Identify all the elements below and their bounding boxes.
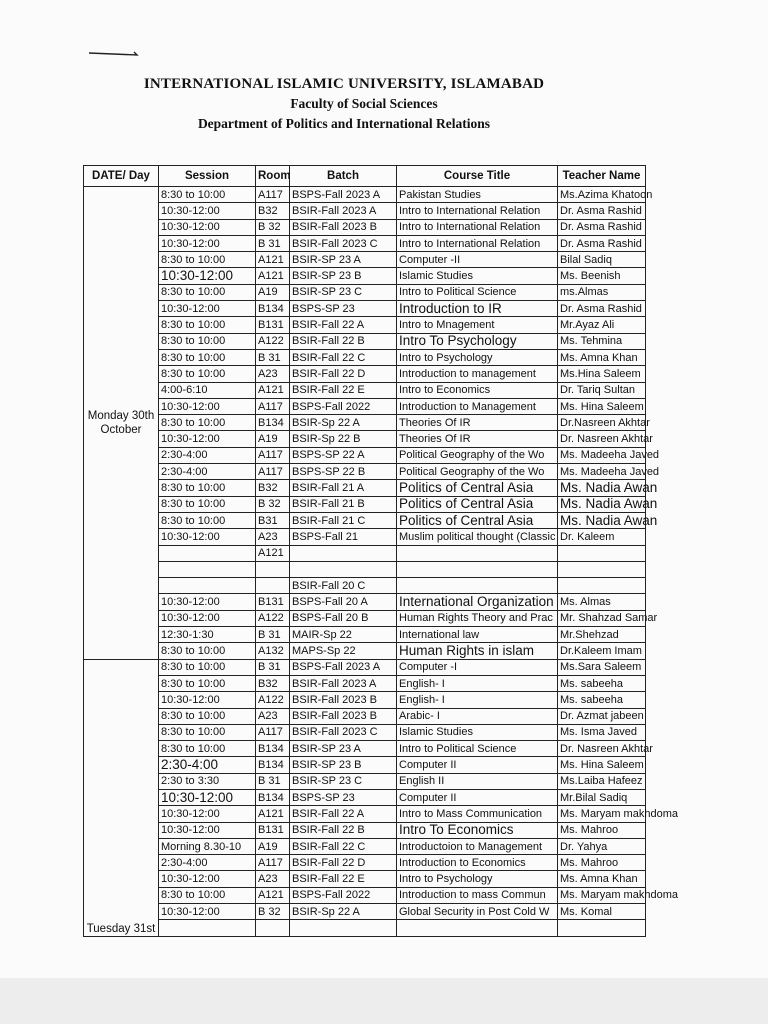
teacher-cell: Ms. Tehmina — [558, 333, 646, 349]
table-row — [84, 806, 646, 822]
teacher-cell: Ms. Mahroo — [558, 822, 646, 838]
teacher-cell: Ms. Hina Saleem — [558, 757, 646, 773]
table-row — [84, 284, 646, 300]
session-cell: 8:30 to 10:00 — [159, 480, 256, 496]
table-row — [84, 871, 646, 887]
session-cell: 8:30 to 10:00 — [159, 708, 256, 724]
table-row — [84, 366, 646, 382]
session-cell: 10:30-12:00 — [159, 594, 256, 610]
batch-cell — [290, 920, 397, 936]
session-cell: 2:30-4:00 — [159, 447, 256, 463]
table-row — [84, 789, 646, 805]
room-cell: A117 — [256, 464, 290, 480]
course-cell: International Organization — [397, 594, 558, 610]
session-cell: 2:30-4:00 — [159, 855, 256, 871]
teacher-cell: Ms. Maryam makhdoma — [558, 887, 646, 903]
course-cell: Intro To Psychology — [397, 333, 558, 349]
batch-cell: BSPS-Fall 20 B — [290, 610, 397, 626]
course-cell: Introduction to Management — [397, 398, 558, 414]
course-cell: Muslim political thought (Classic — [397, 529, 558, 545]
table-row — [84, 431, 646, 447]
table-header-row — [84, 166, 646, 187]
session-cell: 8:30 to 10:00 — [159, 741, 256, 757]
table-row — [84, 529, 646, 545]
table-row — [84, 855, 646, 871]
teacher-cell — [558, 578, 646, 594]
course-cell: English- I — [397, 692, 558, 708]
teacher-cell: Ms.Hina Saleem — [558, 366, 646, 382]
session-cell: 8:30 to 10:00 — [159, 415, 256, 431]
room-cell: A23 — [256, 366, 290, 382]
teacher-cell: Dr. Azmat jabeen — [558, 708, 646, 724]
header-teacher-name: Teacher Name — [558, 166, 646, 187]
batch-cell: BSIR-SP 23 A — [290, 252, 397, 268]
room-cell: B 31 — [256, 659, 290, 675]
batch-cell: BSIR-Fall 20 C — [290, 578, 397, 594]
table-row — [84, 464, 646, 480]
teacher-cell: Dr. Asma Rashid — [558, 219, 646, 235]
batch-cell: BSIR-Fall 2023 A — [290, 675, 397, 691]
table-row — [84, 708, 646, 724]
course-cell: Human Rights in islam — [397, 643, 558, 659]
room-cell: A121 — [256, 252, 290, 268]
teacher-cell: Ms. Amna Khan — [558, 871, 646, 887]
session-cell: 8:30 to 10:00 — [159, 512, 256, 528]
session-cell: 8:30 to 10:00 — [159, 659, 256, 675]
session-cell: 10:30-12:00 — [159, 789, 256, 805]
room-cell: A121 — [256, 268, 290, 284]
teacher-cell — [558, 545, 646, 561]
course-cell: Introduction to management — [397, 366, 558, 382]
room-cell: A121 — [256, 382, 290, 398]
course-cell — [397, 578, 558, 594]
session-cell — [159, 920, 256, 936]
session-cell — [159, 545, 256, 561]
table-row — [84, 235, 646, 251]
teacher-cell: Ms. Almas — [558, 594, 646, 610]
teacher-cell: Ms.Azima Khatoon — [558, 187, 646, 203]
room-cell: A19 — [256, 284, 290, 300]
room-cell: B131 — [256, 594, 290, 610]
session-cell: 8:30 to 10:00 — [159, 887, 256, 903]
batch-cell: BSIR-Fall 2023 C — [290, 724, 397, 740]
course-cell: Arabic- I — [397, 708, 558, 724]
batch-cell: BSPS-Fall 21 — [290, 529, 397, 545]
batch-cell: BSPS-SP 22 A — [290, 447, 397, 463]
course-cell: Intro to International Relation — [397, 219, 558, 235]
batch-cell: BSIR-SP 23 B — [290, 757, 397, 773]
batch-cell: BSIR-SP 23 C — [290, 284, 397, 300]
faculty-title: Faculty of Social Sciences — [290, 96, 438, 111]
day-cell: Tuesday 31st — [84, 659, 159, 936]
teacher-cell: Ms. sabeeha — [558, 692, 646, 708]
teacher-cell — [558, 561, 646, 577]
table-row — [84, 545, 646, 561]
teacher-cell: Dr. Yahya — [558, 838, 646, 854]
room-cell: A23 — [256, 871, 290, 887]
teacher-cell: ms.Almas — [558, 284, 646, 300]
teacher-cell: Mr.Shehzad — [558, 627, 646, 643]
room-cell: B 32 — [256, 219, 290, 235]
room-cell: B134 — [256, 301, 290, 317]
room-cell: A23 — [256, 529, 290, 545]
teacher-cell — [558, 920, 646, 936]
session-cell: 2:30-4:00 — [159, 464, 256, 480]
teacher-cell: Dr.Kaleem Imam — [558, 643, 646, 659]
room-cell: B 31 — [256, 349, 290, 365]
room-cell: A19 — [256, 431, 290, 447]
course-cell: Theories Of IR — [397, 415, 558, 431]
scan-bottom-edge — [0, 978, 768, 1024]
session-cell: 8:30 to 10:00 — [159, 284, 256, 300]
batch-cell — [290, 561, 397, 577]
batch-cell: BSIR-Fall 2023 A — [290, 203, 397, 219]
course-cell: Politics of Central Asia — [397, 496, 558, 512]
course-cell: English II — [397, 773, 558, 789]
course-cell: Human Rights Theory and Prac — [397, 610, 558, 626]
session-cell: 10:30-12:00 — [159, 301, 256, 317]
teacher-cell: Ms. Madeeha Javed — [558, 464, 646, 480]
table-row — [84, 675, 646, 691]
course-cell: Intro to Psychology — [397, 349, 558, 365]
course-cell: Political Geography of the Wo — [397, 447, 558, 463]
session-cell: 2:30-4:00 — [159, 757, 256, 773]
course-cell: Introductoion to Management — [397, 838, 558, 854]
table-row — [84, 268, 646, 284]
room-cell — [256, 920, 290, 936]
session-cell: 10:30-12:00 — [159, 822, 256, 838]
room-cell: B32 — [256, 203, 290, 219]
course-cell: Islamic Studies — [397, 724, 558, 740]
batch-cell: BSIR-Fall 22 E — [290, 871, 397, 887]
session-cell: 10:30-12:00 — [159, 806, 256, 822]
session-cell: 10:30-12:00 — [159, 203, 256, 219]
batch-cell: BSIR-Fall 2023 C — [290, 235, 397, 251]
session-cell: 8:30 to 10:00 — [159, 643, 256, 659]
session-cell: 8:30 to 10:00 — [159, 252, 256, 268]
session-cell: 10:30-12:00 — [159, 610, 256, 626]
room-cell: B 32 — [256, 904, 290, 920]
batch-cell: BSIR-Fall 22 C — [290, 349, 397, 365]
table-row — [84, 887, 646, 903]
table-row — [84, 333, 646, 349]
course-cell: Intro to International Relation — [397, 203, 558, 219]
batch-cell: BSIR-Fall 22 B — [290, 333, 397, 349]
batch-cell: BSIR-Fall 2023 B — [290, 692, 397, 708]
course-cell — [397, 561, 558, 577]
course-cell: English- I — [397, 675, 558, 691]
batch-cell: BSPS-Fall 2022 — [290, 887, 397, 903]
batch-cell: BSIR-Fall 22 E — [290, 382, 397, 398]
teacher-cell: Ms. Nadia Awan — [558, 496, 646, 512]
schedule-table — [83, 165, 678, 937]
department-title: Department of Politics and International Relations — [197, 116, 491, 131]
room-cell: A122 — [256, 692, 290, 708]
session-cell — [159, 578, 256, 594]
room-cell: B 31 — [256, 235, 290, 251]
room-cell: A121 — [256, 806, 290, 822]
day-cell: Monday 30th October — [84, 187, 159, 660]
teacher-cell: Ms. Nadia Awan — [558, 480, 646, 496]
teacher-cell: Dr. Asma Rashid — [558, 203, 646, 219]
table-row — [84, 398, 646, 414]
teacher-cell: Ms. Mahroo — [558, 855, 646, 871]
university-title: INTERNATIONAL ISLAMIC UNIVERSITY, ISLAMABAD — [143, 76, 545, 92]
table-row — [84, 904, 646, 920]
batch-cell: BSIR-SP 23 A — [290, 741, 397, 757]
room-cell — [256, 578, 290, 594]
table-row — [84, 349, 646, 365]
table-row — [84, 496, 646, 512]
session-cell: 8:30 to 10:00 — [159, 366, 256, 382]
teacher-cell: Ms. Madeeha Javed — [558, 447, 646, 463]
batch-cell: BSPS-SP 22 B — [290, 464, 397, 480]
batch-cell: BSIR-SP 23 C — [290, 773, 397, 789]
batch-cell: BSIR-Fall 22 A — [290, 317, 397, 333]
course-cell: Intro to Psychology — [397, 871, 558, 887]
batch-cell: BSIR-Fall 21 B — [290, 496, 397, 512]
table-row — [84, 219, 646, 235]
room-cell: B 32 — [256, 496, 290, 512]
batch-cell: BSIR-Fall 22 A — [290, 806, 397, 822]
session-cell: 8:30 to 10:00 — [159, 724, 256, 740]
course-cell: Computer II — [397, 789, 558, 805]
teacher-cell: Ms.Sara Saleem — [558, 659, 646, 675]
teacher-cell: Ms. Nadia Awan — [558, 512, 646, 528]
table-row — [84, 382, 646, 398]
pen-stroke-mark — [88, 50, 140, 56]
batch-cell — [290, 545, 397, 561]
table-row — [84, 317, 646, 333]
course-cell: Theories Of IR — [397, 431, 558, 447]
batch-cell: BSPS-Fall 2022 — [290, 398, 397, 414]
table-row — [84, 415, 646, 431]
room-cell: B131 — [256, 317, 290, 333]
session-cell: 12:30-1:30 — [159, 627, 256, 643]
table-row — [84, 512, 646, 528]
session-cell: 10:30-12:00 — [159, 871, 256, 887]
teacher-cell: Dr. Asma Rashid — [558, 235, 646, 251]
room-cell: B134 — [256, 757, 290, 773]
session-cell: 10:30-12:00 — [159, 431, 256, 447]
room-cell: A132 — [256, 643, 290, 659]
table-row — [84, 692, 646, 708]
table-row — [84, 447, 646, 463]
course-cell: Pakistan Studies — [397, 187, 558, 203]
room-cell: A122 — [256, 610, 290, 626]
batch-cell: BSPS-SP 23 — [290, 789, 397, 805]
course-cell: Intro to Mass Communication — [397, 806, 558, 822]
table-row — [84, 741, 646, 757]
batch-cell: BSPS-Fall 2023 A — [290, 659, 397, 675]
header-session: Session — [159, 166, 256, 187]
session-cell: 10:30-12:00 — [159, 235, 256, 251]
course-cell: Intro to Political Science — [397, 284, 558, 300]
table-row — [84, 252, 646, 268]
batch-cell: BSIR-Fall 2023 B — [290, 708, 397, 724]
session-cell: 8:30 to 10:00 — [159, 675, 256, 691]
batch-cell: BSIR-Fall 22 D — [290, 366, 397, 382]
table-row — [84, 610, 646, 626]
course-cell: Introduction to IR — [397, 301, 558, 317]
room-cell: A121 — [256, 545, 290, 561]
course-cell: Introduction to mass Commun — [397, 887, 558, 903]
room-cell: B134 — [256, 789, 290, 805]
course-cell: Computer -I — [397, 659, 558, 675]
session-cell: Morning 8.30-10 — [159, 838, 256, 854]
batch-cell: BSPS-Fall 20 A — [290, 594, 397, 610]
course-cell: Computer -II — [397, 252, 558, 268]
session-cell: 4:00-6:10 — [159, 382, 256, 398]
teacher-cell: Mr.Ayaz Ali — [558, 317, 646, 333]
course-cell: Politics of Central Asia — [397, 480, 558, 496]
batch-cell: BSIR-Fall 22 B — [290, 822, 397, 838]
header-course-title: Course Title — [397, 166, 558, 187]
table-row — [84, 578, 646, 594]
header-room: Room — [256, 166, 290, 187]
room-cell: A117 — [256, 187, 290, 203]
course-cell — [397, 545, 558, 561]
room-cell: B134 — [256, 415, 290, 431]
room-cell: A122 — [256, 333, 290, 349]
table-row — [84, 773, 646, 789]
table-row — [84, 838, 646, 854]
teacher-cell: Dr. Asma Rashid — [558, 301, 646, 317]
table-row — [84, 659, 646, 675]
batch-cell: BSIR-Sp 22 A — [290, 904, 397, 920]
batch-cell: MAIR-Sp 22 — [290, 627, 397, 643]
course-cell: Intro to Economics — [397, 382, 558, 398]
teacher-cell: Ms. sabeeha — [558, 675, 646, 691]
table-row — [84, 187, 646, 203]
teacher-cell: Bilal Sadiq — [558, 252, 646, 268]
table-row — [84, 480, 646, 496]
table-row — [84, 301, 646, 317]
batch-cell: BSIR-Fall 22 D — [290, 855, 397, 871]
session-cell: 10:30-12:00 — [159, 219, 256, 235]
course-cell: Intro to International Relation — [397, 235, 558, 251]
room-cell: A121 — [256, 887, 290, 903]
session-cell: 2:30 to 3:30 — [159, 773, 256, 789]
batch-cell: MAPS-Sp 22 — [290, 643, 397, 659]
header-batch: Batch — [290, 166, 397, 187]
batch-cell: BSIR-SP 23 B — [290, 268, 397, 284]
batch-cell: BSPS-Fall 2023 A — [290, 187, 397, 203]
teacher-cell: Mr.Bilal Sadiq — [558, 789, 646, 805]
course-cell: Intro To Economics — [397, 822, 558, 838]
table-row — [84, 920, 646, 936]
session-cell: 10:30-12:00 — [159, 529, 256, 545]
batch-cell: BSIR-Sp 22 B — [290, 431, 397, 447]
room-cell: A117 — [256, 398, 290, 414]
room-cell: B32 — [256, 675, 290, 691]
teacher-cell: Dr.Nasreen Akhtar — [558, 415, 646, 431]
room-cell — [256, 561, 290, 577]
batch-cell: BSIR-Fall 2023 B — [290, 219, 397, 235]
batch-cell: BSIR-Fall 21 C — [290, 512, 397, 528]
course-cell: Intro to Political Science — [397, 741, 558, 757]
course-cell: Intro to Mnagement — [397, 317, 558, 333]
table-row — [84, 822, 646, 838]
teacher-cell: Dr. Kaleem — [558, 529, 646, 545]
teacher-cell: Ms. Isma Javed — [558, 724, 646, 740]
room-cell: A117 — [256, 447, 290, 463]
teacher-cell: Ms. Komal — [558, 904, 646, 920]
session-cell: 10:30-12:00 — [159, 904, 256, 920]
batch-cell: BSIR-Sp 22 A — [290, 415, 397, 431]
course-cell: Political Geography of the Wo — [397, 464, 558, 480]
teacher-cell: Mr. Shahzad Samar — [558, 610, 646, 626]
session-cell: 10:30-12:00 — [159, 692, 256, 708]
room-cell: B 31 — [256, 773, 290, 789]
room-cell: B 31 — [256, 627, 290, 643]
room-cell: A117 — [256, 855, 290, 871]
course-cell: Islamic Studies — [397, 268, 558, 284]
teacher-cell: Dr. Nasreen Akhtar — [558, 431, 646, 447]
batch-cell: BSIR-Fall 21 A — [290, 480, 397, 496]
session-cell: 8:30 to 10:00 — [159, 187, 256, 203]
header-date-day: DATE/ Day — [84, 166, 159, 187]
batch-cell: BSIR-Fall 22 C — [290, 838, 397, 854]
room-cell: A19 — [256, 838, 290, 854]
room-cell: B131 — [256, 822, 290, 838]
teacher-cell: Ms. Hina Saleem — [558, 398, 646, 414]
teacher-cell: Dr. Nasreen Akhtar — [558, 741, 646, 757]
teacher-cell: Dr. Tariq Sultan — [558, 382, 646, 398]
session-cell: 10:30-12:00 — [159, 398, 256, 414]
session-cell: 8:30 to 10:00 — [159, 349, 256, 365]
session-cell: 8:30 to 10:00 — [159, 333, 256, 349]
session-cell — [159, 561, 256, 577]
course-cell: International law — [397, 627, 558, 643]
table-row — [84, 561, 646, 577]
course-cell: Computer II — [397, 757, 558, 773]
table-row — [84, 724, 646, 740]
course-cell — [397, 920, 558, 936]
course-cell: Global Security in Post Cold W — [397, 904, 558, 920]
table-row — [84, 594, 646, 610]
batch-cell: BSPS-SP 23 — [290, 301, 397, 317]
room-cell: A23 — [256, 708, 290, 724]
schedule-body — [84, 187, 678, 937]
session-cell: 8:30 to 10:00 — [159, 317, 256, 333]
teacher-cell: Ms. Beenish — [558, 268, 646, 284]
room-cell: B32 — [256, 480, 290, 496]
session-cell: 10:30-12:00 — [159, 268, 256, 284]
table-row — [84, 627, 646, 643]
course-cell: Introduction to Economics — [397, 855, 558, 871]
room-cell: B31 — [256, 512, 290, 528]
room-cell: A117 — [256, 724, 290, 740]
session-cell: 8:30 to 10:00 — [159, 496, 256, 512]
table-row — [84, 643, 646, 659]
teacher-cell: Ms.Laiba Hafeez — [558, 773, 646, 789]
table-row — [84, 757, 646, 773]
table-row — [84, 203, 646, 219]
teacher-cell: Ms. Amna Khan — [558, 349, 646, 365]
teacher-cell: Ms. Maryam makhdoma — [558, 806, 646, 822]
course-cell: Politics of Central Asia — [397, 512, 558, 528]
room-cell: B134 — [256, 741, 290, 757]
